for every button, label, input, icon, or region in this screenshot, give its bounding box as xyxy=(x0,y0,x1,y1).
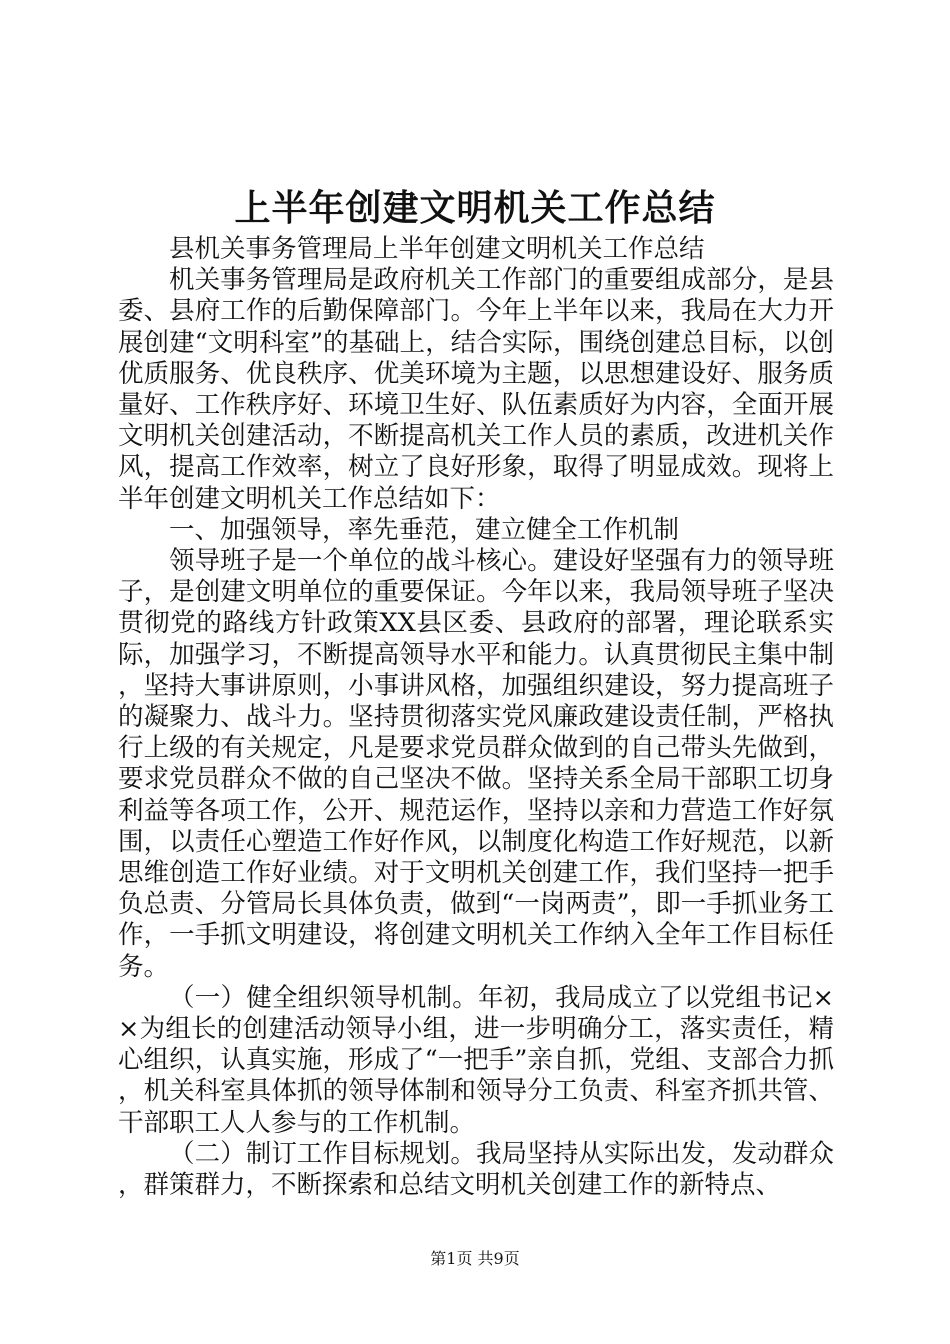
intro-paragraph: 机关事务管理局是政府机关工作部门的重要组成部分，是县委、县府工作的后勤保障部门。今年上半年以来，我局在大力开展创建“文明科室”的基础上，结合实际，围绕创建总目标，以创优质服务、优良秩序、优美环境为主题，以思想建设好、服务质量好、工作秩序好、环境卫生好、队伍素质好为内容，全面开展文明机关创建活动，不断提高机关工作人员的素质，改进机关作风，提高工作效率，树立了良好形象，取得了明显成效。现将上半年创建文明机关工作总结如下： xyxy=(118,265,834,514)
document-title: 上半年创建文明机关工作总结 xyxy=(234,187,716,229)
section-heading-1: 一、加强领导，率先垂范，建立健全工作机制 xyxy=(169,514,680,545)
body-paragraph: （二）制订工作目标规划。我局坚持从实际出发，发动群众，群策群力，不断探索和总结文明机关创建工作的新特点、 xyxy=(118,1138,834,1201)
page-footer: 第1页 共9页 xyxy=(430,1249,520,1268)
document-body xyxy=(118,234,834,1201)
subtitle-paragraph: 县机关事务管理局上半年创建文明机关工作总结 xyxy=(169,234,705,264)
body-paragraph: （一）健全组织领导机制。年初，我局成立了以党组书记××为组长的创建活动领导小组，进一步明确分工，落实责任，精心组织，认真实施，形成了“一把手”亲自抓，党组、支部合力抓，机关科室具体抓的领导体制和领导分工负责、科室齐抓共管、干部职工人人参与的工作机制。 xyxy=(118,982,834,1138)
body-paragraph: 领导班子是一个单位的战斗核心。建设好坚强有力的领导班子，是创建文明单位的重要保证。今年以来，我局领导班子坚决贯彻党的路线方针政策XX县区委、县政府的部署，理论联系实际，加强学习，不断提高领导水平和能力。认真贯彻民主集中制，坚持大事讲原则，小事讲风格，加强组织建设，努力提高班子的凝聚力、战斗力。坚持贯彻落实党风廉政建设责任制，严格执行上级的有关规定，凡是要求党员群众做到的自己带头先做到，要求党员群众不做的自己坚决不做。坚持关系全局干部职工切身利益等各项工作，公开、规范运作，坚持以亲和力营造工作好氛围，以责任心塑造工作好作风，以制度化构造工作好规范，以新思维创造工作好业绩。对于文明机关创建工作，我们坚持一把手负总责、分管局长具体负责，做到“一岗两责”，即一手抓业务工作，一手抓文明建设，将创建文明机关工作纳入全年工作目标任务。 xyxy=(118,546,834,982)
